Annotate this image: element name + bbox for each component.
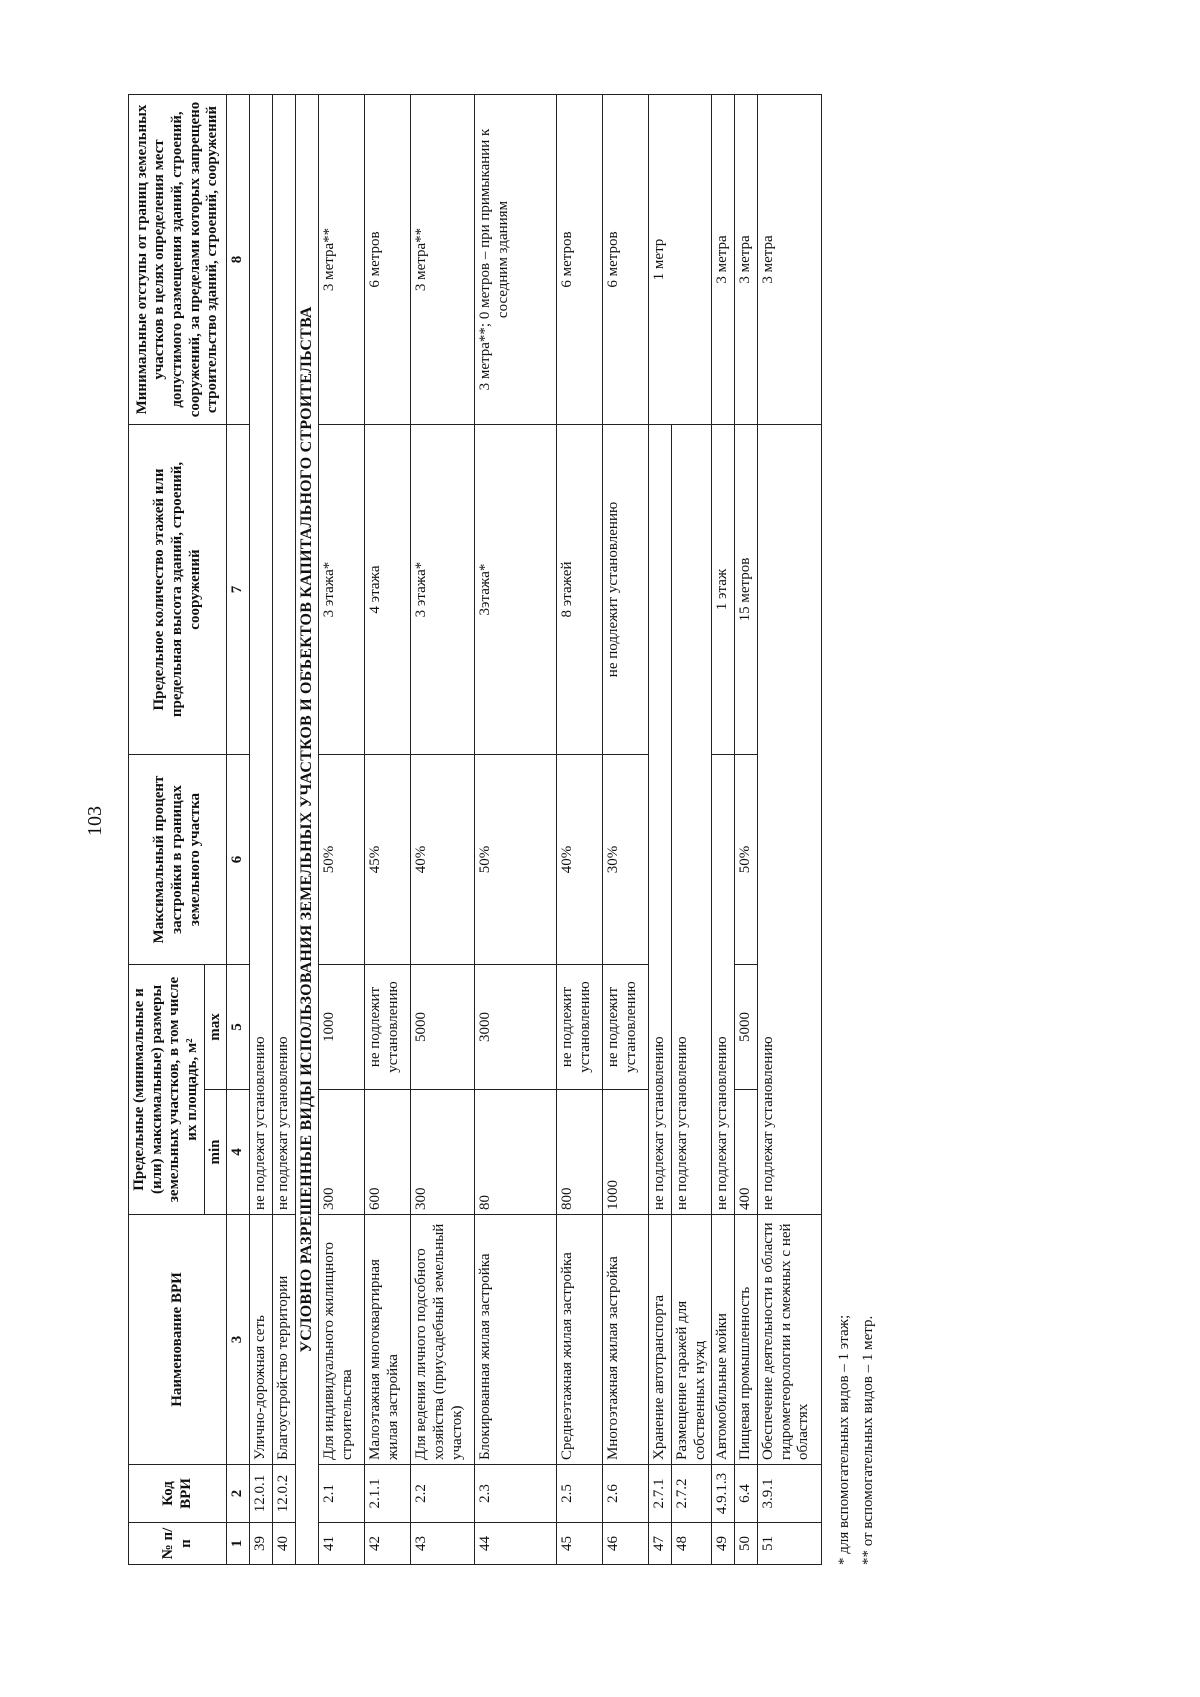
table-row xyxy=(250,95,273,1565)
row-floors: 8 этажей xyxy=(557,425,603,755)
row-setback-group: 1 метр xyxy=(649,95,712,425)
row-code: 6.4 xyxy=(735,1465,758,1523)
header-name: Наименование ВРИ xyxy=(129,1215,227,1465)
row-name: Среднеэтажная жилая застройка xyxy=(557,1215,603,1465)
row-num: 40 xyxy=(272,1523,295,1565)
row-percent: 30% xyxy=(603,755,649,965)
row-min: 400 xyxy=(735,1090,758,1215)
section-title: УСЛОВНО РАЗРЕШЕННЫЕ ВИДЫ ИСПОЛЬЗОВАНИЯ ЗЕМЕЛЬНЫХ УЧАСТКОВ И ОБЪЕКТОВ КАПИТАЛЬНОГО СТРОИТЕЛЬСТВА xyxy=(295,95,319,1565)
column-number: 6 xyxy=(227,755,250,965)
row-code: 4.9.1.3 xyxy=(712,1465,735,1523)
header-floors: Предельное количество этажей или предельная высота зданий, строений, сооружений xyxy=(129,425,227,755)
row-floors: не подлежит установлению xyxy=(603,425,649,755)
header-row xyxy=(129,95,205,1565)
footnotes xyxy=(832,95,880,1565)
footnote: * для вспомогательных видов – 1 этаж; xyxy=(835,1314,852,1565)
column-number: 8 xyxy=(227,95,250,425)
row-name: Многоэтажная жилая застройка xyxy=(603,1215,649,1465)
row-name: Благоустройство территории xyxy=(272,1215,295,1465)
row-code: 12.0.1 xyxy=(250,1465,273,1523)
header-setbacks: Минимальные отступы от границ земельных участков в целях определения мест допустимого размещения зданий, строений, сооружений, за пределами которых запрещено строительство зданий, строений, сооружений xyxy=(129,95,227,425)
row-num: 39 xyxy=(250,1523,273,1565)
row-num: 44 xyxy=(475,1523,557,1565)
row-max: 1000 xyxy=(319,965,365,1090)
row-floors: 3этажа* xyxy=(475,425,557,755)
row-setback: 3 метра** xyxy=(319,95,365,425)
row-max: 3000 xyxy=(475,965,557,1090)
row-setback: 6 метров xyxy=(557,95,603,425)
table-row xyxy=(475,95,557,1565)
row-num: 50 xyxy=(735,1523,758,1565)
row-floors: 3 этажа* xyxy=(411,425,475,755)
header-percent: Максимальный процент застройки в границах земельного участка xyxy=(129,755,227,965)
header-num: № п/п xyxy=(129,1523,227,1565)
row-setback: 3 метра**; 0 метров – при примыкании к соседним зданиям xyxy=(475,95,557,425)
row-name: Малоэтажная многоквартирная жилая застройка xyxy=(365,1215,411,1465)
row-name: Хранение автотранспорта xyxy=(649,1215,672,1465)
row-name: Обеспечение деятельности в области гидрометеорологии и смежных с ней областях xyxy=(757,1215,821,1465)
table-row xyxy=(272,95,295,1565)
row-setback: 3 метра** xyxy=(411,95,475,425)
row-span-value: не подлежат установлению xyxy=(712,755,735,1215)
row-setback: 3 метра xyxy=(735,95,758,425)
table-row xyxy=(365,95,411,1565)
row-code: 2.6 xyxy=(603,1465,649,1523)
row-max: не подлежит установлению xyxy=(557,965,603,1090)
row-percent: 50% xyxy=(319,755,365,965)
row-max: не подлежит установлению xyxy=(603,965,649,1090)
row-num: 48 xyxy=(672,1523,712,1565)
column-number: 3 xyxy=(227,1215,250,1465)
row-setback: 6 метров xyxy=(603,95,649,425)
header-max: max xyxy=(204,965,227,1090)
row-min: 1000 xyxy=(603,1090,649,1215)
row-span-value: не подлежат установлению xyxy=(250,95,273,1215)
row-name: Автомобильные мойки xyxy=(712,1215,735,1465)
row-code: 3.9.1 xyxy=(757,1465,821,1523)
row-code: 2.5 xyxy=(557,1465,603,1523)
row-name: Размещение гаражей для собственных нужд xyxy=(672,1215,712,1465)
row-code: 2.7.1 xyxy=(649,1465,672,1523)
column-number: 1 xyxy=(227,1523,250,1565)
row-span-value: не подлежат установлению xyxy=(757,425,821,1215)
row-floors: 15 метров xyxy=(735,425,758,755)
row-max: 5000 xyxy=(735,965,758,1090)
footnote: ** от вспомогательных видов – 1 метр. xyxy=(859,1315,876,1565)
row-code: 2.1.1 xyxy=(365,1465,411,1523)
row-num: 51 xyxy=(757,1523,821,1565)
row-num: 41 xyxy=(319,1523,365,1565)
row-num: 47 xyxy=(649,1523,672,1565)
row-floors: 1 этаж xyxy=(712,425,735,755)
row-name: Улично-дорожная сеть xyxy=(250,1215,273,1465)
column-number-row xyxy=(227,95,250,1565)
header-code: Код ВРИ xyxy=(129,1465,227,1523)
row-floors: 3 этажа* xyxy=(319,425,365,755)
table-row xyxy=(319,95,365,1565)
row-setback: 6 метров xyxy=(365,95,411,425)
row-min: 300 xyxy=(319,1090,365,1215)
table-row xyxy=(557,95,603,1565)
row-floors: 4 этажа xyxy=(365,425,411,755)
row-min: 300 xyxy=(411,1090,475,1215)
row-min: 800 xyxy=(557,1090,603,1215)
row-code: 2.1 xyxy=(319,1465,365,1523)
row-setback: 3 метра xyxy=(712,95,735,425)
row-span-value: не подлежат установлению xyxy=(272,95,295,1215)
rotated-page-content xyxy=(128,95,1058,1565)
table-row xyxy=(712,95,735,1565)
row-num: 42 xyxy=(365,1523,411,1565)
header-min: min xyxy=(204,1090,227,1215)
column-number: 2 xyxy=(227,1465,250,1523)
row-span-value: не подлежат установлению xyxy=(649,425,672,1215)
row-code: 2.7.2 xyxy=(672,1465,712,1523)
row-name: Пищевая промышленность xyxy=(735,1215,758,1465)
row-setback: 3 метра xyxy=(757,95,821,425)
row-name: Для индивидуального жилищного строительства xyxy=(319,1215,365,1465)
row-num: 43 xyxy=(411,1523,475,1565)
row-num: 46 xyxy=(603,1523,649,1565)
table-row xyxy=(735,95,758,1565)
row-percent: 50% xyxy=(735,755,758,965)
row-percent: 50% xyxy=(475,755,557,965)
section-header-row xyxy=(295,95,319,1565)
table-row xyxy=(757,95,821,1565)
row-min: 600 xyxy=(365,1090,411,1215)
row-code: 12.0.2 xyxy=(272,1465,295,1523)
row-min: 80 xyxy=(475,1090,557,1215)
zoning-parameters-table xyxy=(128,94,822,1565)
row-max: не подлежит установлению xyxy=(365,965,411,1090)
row-num: 45 xyxy=(557,1523,603,1565)
page-number: 103 xyxy=(84,806,106,836)
table-row xyxy=(649,95,672,1565)
row-name: Для ведения личного подсобного хозяйства (приусадебный земельный участок) xyxy=(411,1215,475,1465)
column-number: 5 xyxy=(227,965,250,1090)
row-num: 49 xyxy=(712,1523,735,1565)
row-name: Блокированная жилая застройка xyxy=(475,1215,557,1465)
row-max: 5000 xyxy=(411,965,475,1090)
row-code: 2.3 xyxy=(475,1465,557,1523)
column-number: 7 xyxy=(227,425,250,755)
row-span-value: не подлежат установлению xyxy=(672,425,712,1215)
column-number: 4 xyxy=(227,1090,250,1215)
row-percent: 40% xyxy=(411,755,475,965)
table-row xyxy=(603,95,649,1565)
row-code: 2.2 xyxy=(411,1465,475,1523)
table-row xyxy=(411,95,475,1565)
header-size: Предельные (минимальные и (или) максимальные) размеры земельных участков, в том числе их площадь, м² xyxy=(129,965,205,1215)
row-percent: 45% xyxy=(365,755,411,965)
row-percent: 40% xyxy=(557,755,603,965)
